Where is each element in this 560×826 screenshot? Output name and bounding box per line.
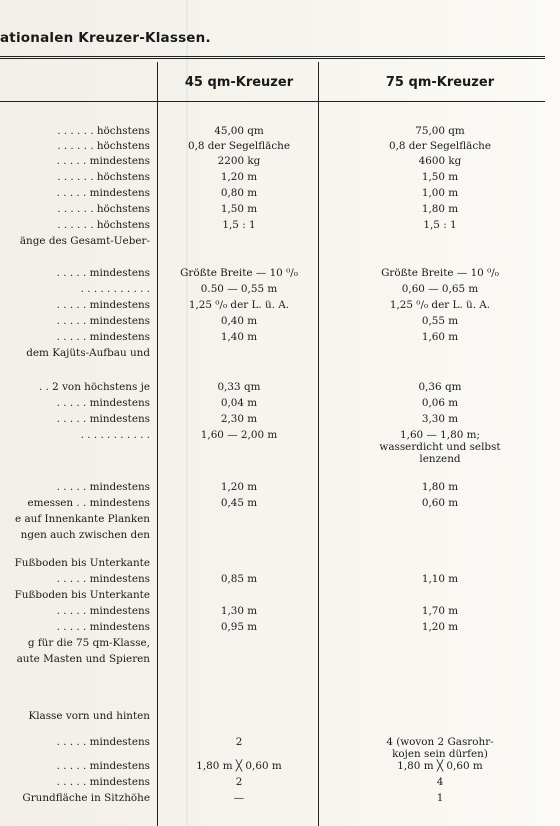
row-label: Klasse vorn und hinten bbox=[28, 710, 150, 722]
cell-75qm-line: 1,60 m bbox=[421, 331, 459, 343]
cell-75qm-line: 1,5 : 1 bbox=[423, 219, 457, 231]
cell-45qm: Größte Breite — 10 ⁰/₀ bbox=[180, 267, 298, 279]
row-label: . . . . . . höchstens bbox=[57, 219, 150, 231]
row-label: . . . . . mindestens bbox=[56, 187, 150, 199]
cell-75qm-line: 1,20 m bbox=[421, 621, 459, 633]
row-label: . . . . . mindestens bbox=[56, 413, 150, 425]
row-label: ngen auch zwischen den bbox=[20, 529, 150, 541]
cell-75qm-line: 4600 kg bbox=[418, 155, 462, 167]
row-label: . . 2 von höchstens je bbox=[38, 381, 150, 393]
page-title: ationalen Kreuzer-Klassen. bbox=[0, 30, 211, 46]
cell-45qm: 0.50 — 0,55 m bbox=[200, 283, 278, 295]
cell-75qm bbox=[320, 203, 560, 215]
cell-75qm bbox=[320, 792, 560, 804]
cell-75qm-line: 1,10 m bbox=[421, 573, 459, 585]
row-label: emessen . . mindestens bbox=[27, 497, 150, 509]
cell-45qm: 1,40 m bbox=[220, 331, 258, 343]
row-label: . . . . . mindestens bbox=[56, 621, 150, 633]
row-label: . . . . . mindestens bbox=[56, 573, 150, 585]
row-label: . . . . . . . . . . . bbox=[80, 283, 150, 295]
cell-75qm bbox=[320, 125, 560, 137]
cell-45qm: 1,60 — 2,00 m bbox=[200, 429, 278, 441]
column-header-45qm: 45 qm-Kreuzer bbox=[184, 75, 294, 90]
cell-75qm bbox=[320, 736, 560, 760]
row-label: . . . . . mindestens bbox=[56, 736, 150, 748]
cell-75qm bbox=[320, 283, 560, 295]
column-header-75qm: 75 qm-Kreuzer bbox=[385, 75, 495, 90]
cell-75qm bbox=[320, 397, 560, 409]
row-label: Grundfläche in Sitzhöhe bbox=[22, 792, 150, 804]
cell-75qm-line: 0,06 m bbox=[421, 397, 459, 409]
cell-45qm: 2 bbox=[235, 776, 243, 788]
cell-45qm: 1,25 ⁰/₀ der L. ü. A. bbox=[188, 299, 290, 311]
row-label: g für die 75 qm-Klasse, bbox=[27, 637, 150, 649]
cell-75qm bbox=[320, 413, 560, 425]
cell-75qm-line: 1,70 m bbox=[421, 605, 459, 617]
row-label: . . . . . mindestens bbox=[56, 315, 150, 327]
row-label: dem Kajüts-Aufbau und bbox=[26, 347, 150, 359]
cell-75qm bbox=[320, 155, 560, 167]
cell-45qm: 2 bbox=[235, 736, 243, 748]
cell-75qm bbox=[320, 429, 560, 465]
cell-45qm: 0,40 m bbox=[220, 315, 258, 327]
row-label: Fußboden bis Unterkante bbox=[14, 557, 150, 569]
cell-45qm: 1,20 m bbox=[220, 171, 258, 183]
cell-75qm-line: 1,80 m bbox=[421, 203, 459, 215]
cell-45qm: 1,30 m bbox=[220, 605, 258, 617]
cell-75qm-line: 0,36 qm bbox=[418, 381, 462, 393]
cell-75qm bbox=[320, 776, 560, 788]
cell-75qm bbox=[320, 605, 560, 617]
cell-75qm-line: 1,80 m bbox=[421, 481, 459, 493]
row-label: . . . . . mindestens bbox=[56, 605, 150, 617]
row-label: . . . . . . höchstens bbox=[57, 203, 150, 215]
cell-45qm: 2,30 m bbox=[220, 413, 258, 425]
row-label: e auf Innenkante Planken bbox=[15, 513, 150, 525]
row-label: . . . . . mindestens bbox=[56, 299, 150, 311]
cell-75qm bbox=[320, 573, 560, 585]
header-rule bbox=[0, 101, 545, 102]
cell-75qm-line: 0,55 m bbox=[421, 315, 459, 327]
cell-75qm-line: 0,8 der Segelfläche bbox=[388, 140, 492, 152]
cell-45qm: — bbox=[233, 792, 245, 804]
row-label: . . . . . mindestens bbox=[56, 776, 150, 788]
cell-45qm: 0,95 m bbox=[220, 621, 258, 633]
cell-75qm-line: 1,25 ⁰/₀ der L. ü. A. bbox=[389, 299, 491, 311]
cell-75qm-line: kojen sein dürfen) bbox=[392, 748, 488, 760]
cell-45qm: 0,8 der Segelfläche bbox=[187, 140, 291, 152]
row-label: . . . . . . höchstens bbox=[57, 171, 150, 183]
cell-75qm-line: lenzend bbox=[419, 453, 461, 465]
cell-75qm bbox=[320, 481, 560, 493]
row-label: . . . . . mindestens bbox=[56, 267, 150, 279]
cell-75qm bbox=[320, 171, 560, 183]
cell-75qm-line: 4 (wovon 2 Gasrohr- bbox=[386, 736, 494, 748]
row-label: . . . . . mindestens bbox=[56, 397, 150, 409]
row-label: aute Masten und Spieren bbox=[16, 653, 150, 665]
cell-75qm-line: 1,60 — 1,80 m; bbox=[400, 429, 480, 441]
cell-75qm-line: Größte Breite — 10 ⁰/₀ bbox=[381, 267, 499, 279]
row-label: . . . . . . höchstens bbox=[57, 140, 150, 152]
cell-45qm: 1,50 m bbox=[220, 203, 258, 215]
row-label: . . . . . mindestens bbox=[56, 331, 150, 343]
cell-45qm: 0,80 m bbox=[220, 187, 258, 199]
cell-45qm: 0,04 m bbox=[220, 397, 258, 409]
row-label: . . . . . . . . . . . bbox=[80, 429, 150, 441]
cell-75qm bbox=[320, 299, 560, 311]
cell-45qm: 1,20 m bbox=[220, 481, 258, 493]
cell-45qm: 0,33 qm bbox=[217, 381, 261, 393]
row-label: . . . . . mindestens bbox=[56, 760, 150, 772]
cell-75qm bbox=[320, 381, 560, 393]
cell-45qm: 45,00 qm bbox=[214, 125, 264, 137]
row-label: änge des Gesamt-Ueber- bbox=[19, 235, 150, 247]
cell-75qm-line: 0,60 — 0,65 m bbox=[401, 283, 479, 295]
cell-75qm bbox=[320, 219, 560, 231]
row-label: . . . . . mindestens bbox=[56, 481, 150, 493]
cell-75qm bbox=[320, 621, 560, 633]
row-label: . . . . . . höchstens bbox=[57, 125, 150, 137]
cell-75qm-line: 4 bbox=[436, 776, 444, 788]
cell-75qm-line: 1,50 m bbox=[421, 171, 459, 183]
cell-75qm-line: 1 bbox=[436, 792, 444, 804]
cell-75qm-line: 1,00 m bbox=[421, 187, 459, 199]
cell-75qm-line: 0,60 m bbox=[421, 497, 459, 509]
cell-75qm bbox=[320, 140, 560, 152]
cell-45qm: 1,80 m ╳ 0,60 m bbox=[196, 760, 282, 772]
cell-45qm: 1,5 : 1 bbox=[222, 219, 256, 231]
cell-75qm-line: wasserdicht und selbst bbox=[379, 441, 501, 453]
cell-45qm: 2200 kg bbox=[217, 155, 261, 167]
cell-75qm bbox=[320, 315, 560, 327]
title-rule bbox=[0, 56, 545, 57]
cell-45qm: 0,45 m bbox=[220, 497, 258, 509]
cell-45qm: 0,85 m bbox=[220, 573, 258, 585]
cell-75qm-line: 1,80 m ╳ 0,60 m bbox=[397, 760, 483, 772]
cell-75qm bbox=[320, 497, 560, 509]
cell-75qm-line: 75,00 qm bbox=[415, 125, 465, 137]
cell-75qm bbox=[320, 187, 560, 199]
row-label: . . . . . mindestens bbox=[56, 155, 150, 167]
cell-75qm bbox=[320, 760, 560, 772]
cell-75qm-line: 3,30 m bbox=[421, 413, 459, 425]
title-rule-double bbox=[0, 58, 545, 59]
cell-75qm bbox=[320, 267, 560, 279]
row-label: Fußboden bis Unterkante bbox=[14, 589, 150, 601]
cell-75qm bbox=[320, 331, 560, 343]
